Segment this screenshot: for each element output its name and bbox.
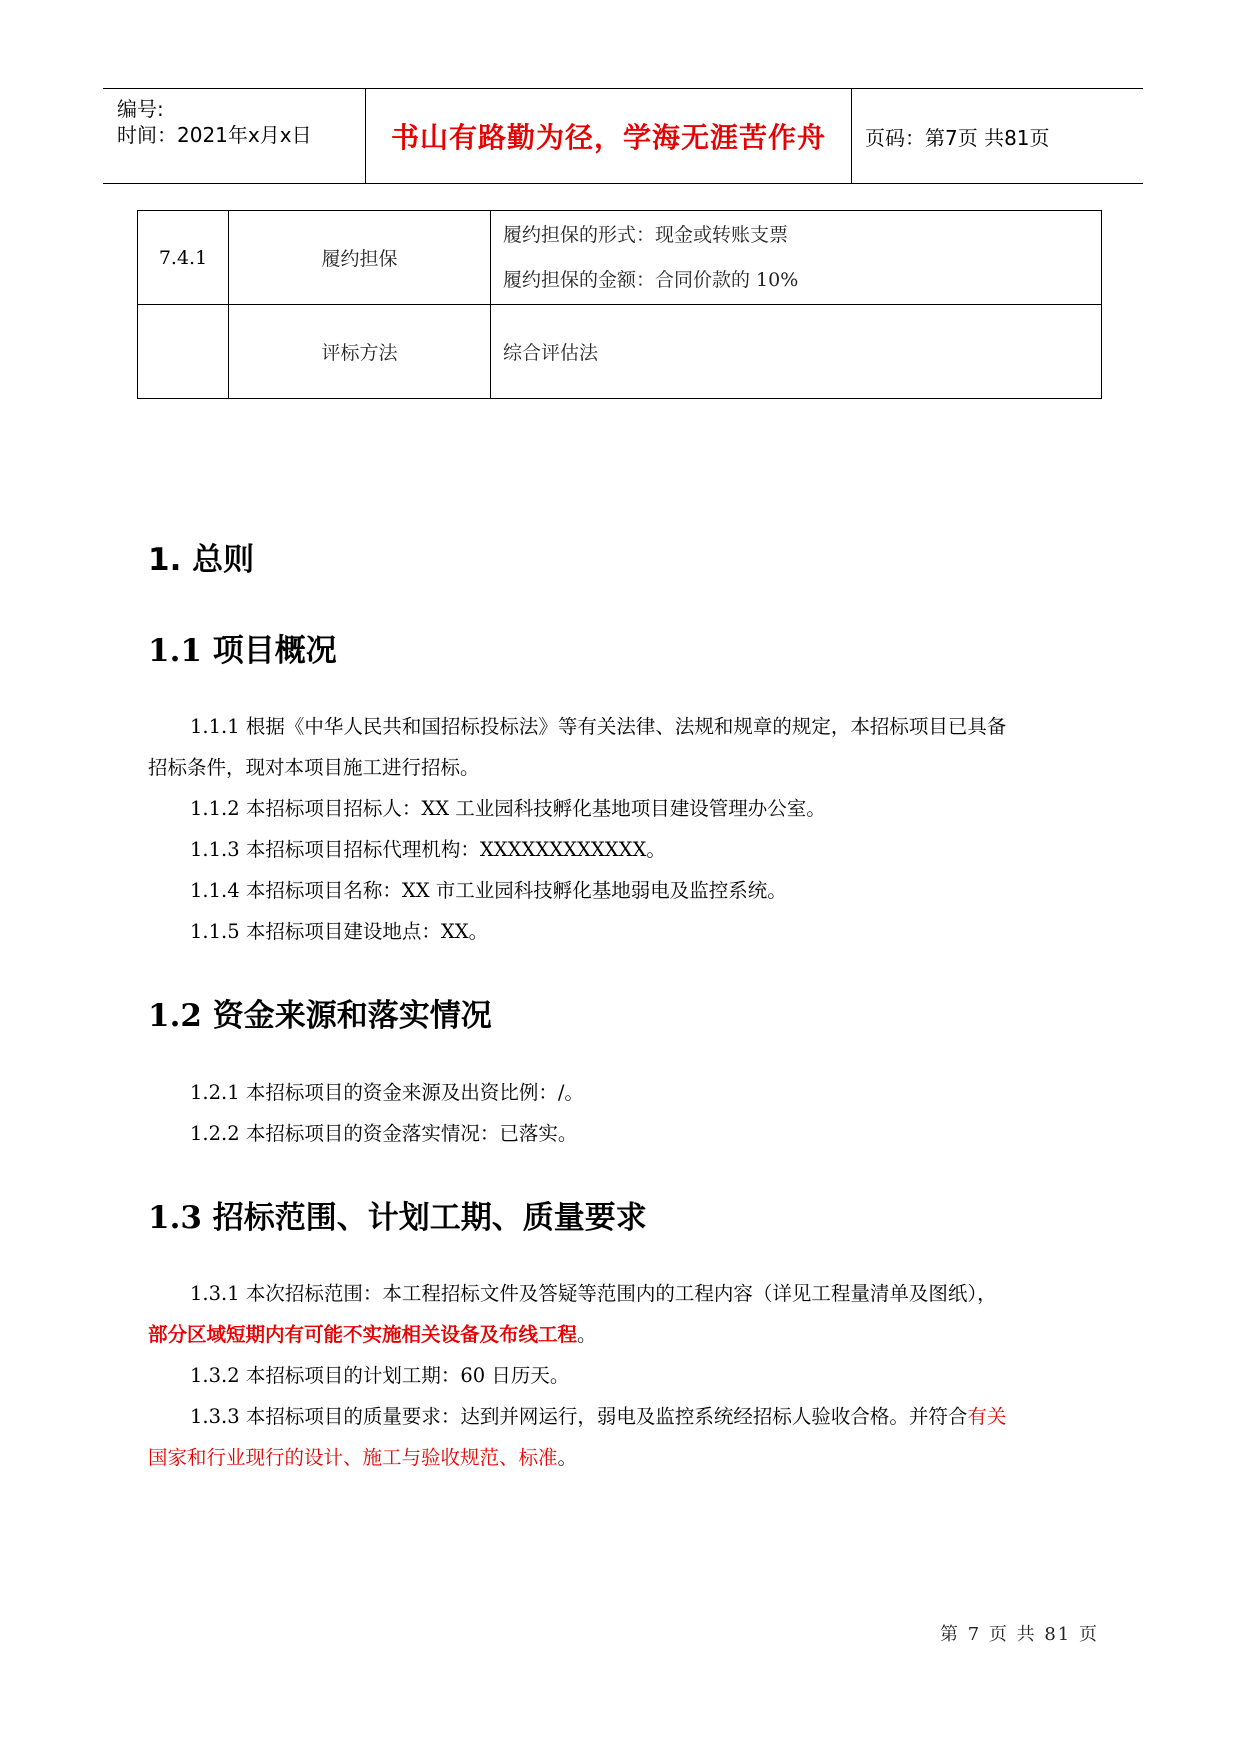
doc-time-label: 时间：2021年x月x日	[117, 123, 312, 147]
header-page-info: 页码：第7页 共81页	[865, 125, 1050, 150]
section-title-general: 1. 总则	[148, 542, 255, 578]
paragraph	[190, 1396, 1006, 1437]
page-header	[103, 88, 1143, 184]
text: 。	[577, 1323, 597, 1346]
paragraph: 1.2.2 本招标项目的资金落实情况：已落实。	[190, 1122, 578, 1145]
text: 1.3.3 本招标项目的质量要求：达到并网运行，弱电及监控系统经招标人验收合格。并符合	[190, 1405, 968, 1428]
paragraph: 1.3.2 本招标项目的计划工期：60 日历天。	[190, 1364, 570, 1387]
table-row	[138, 211, 1102, 305]
highlighted-text: 有关	[967, 1405, 1007, 1428]
paragraph: 1.1.4 本招标项目名称：XX 市工业园科技孵化基地弱电及监控系统。	[190, 879, 787, 902]
subsection-title-scope: 1.3 招标范围、计划工期、质量要求	[148, 1200, 647, 1236]
header-motto: 书山有路勤为径，学海无涯苦作舟	[365, 89, 852, 183]
row-item: 履约担保	[229, 211, 491, 305]
header-meta	[103, 89, 365, 183]
row-number	[138, 305, 229, 399]
page-footer: 第 7 页 共 81 页	[940, 1624, 1099, 1645]
row-item: 评标方法	[229, 305, 491, 399]
description-line: 履约担保的金额：合同价款的 10%	[503, 268, 799, 291]
paragraph: 1.3.1 本次招标范围：本工程招标文件及答疑等范围内的工程内容（详见工程量清单及图纸），	[190, 1282, 997, 1305]
paragraph: 1.1.1 根据《中华人民共和国招标投标法》等有关法律、法规和规章的规定，本招标项目已具备	[190, 715, 1007, 738]
text: 。	[557, 1446, 578, 1469]
bid-info-table	[137, 210, 1102, 399]
highlighted-text: 部分区域短期内有可能不实施相关设备及布线工程	[148, 1323, 578, 1346]
description-line: 综合评估法	[503, 342, 599, 364]
doc-number-label: 编号:	[117, 97, 164, 121]
row-number: 7.4.1	[138, 211, 229, 305]
paragraph	[148, 1437, 577, 1478]
paragraph: 1.2.1 本招标项目的资金来源及出资比例：/。	[190, 1081, 584, 1104]
paragraph: 1.1.2 本招标项目招标人：XX 工业园科技孵化基地项目建设管理办公室。	[190, 797, 826, 820]
row-description	[491, 305, 1102, 399]
paragraph: 1.1.3 本招标项目招标代理机构：XXXXXXXXXXXX。	[190, 838, 666, 861]
paragraph	[148, 1314, 597, 1355]
description-line: 履约担保的形式：现金或转账支票	[503, 223, 789, 246]
paragraph: 招标条件，现对本项目施工进行招标。	[148, 756, 480, 779]
highlighted-text: 国家和行业现行的设计、施工与验收规范、标准	[148, 1446, 558, 1469]
subsection-title-funding: 1.2 资金来源和落实情况	[148, 998, 492, 1034]
row-description	[491, 211, 1102, 305]
subsection-title-project-overview: 1.1 项目概况	[148, 633, 337, 669]
table-row	[138, 305, 1102, 399]
paragraph: 1.1.5 本招标项目建设地点：XX。	[190, 920, 489, 943]
